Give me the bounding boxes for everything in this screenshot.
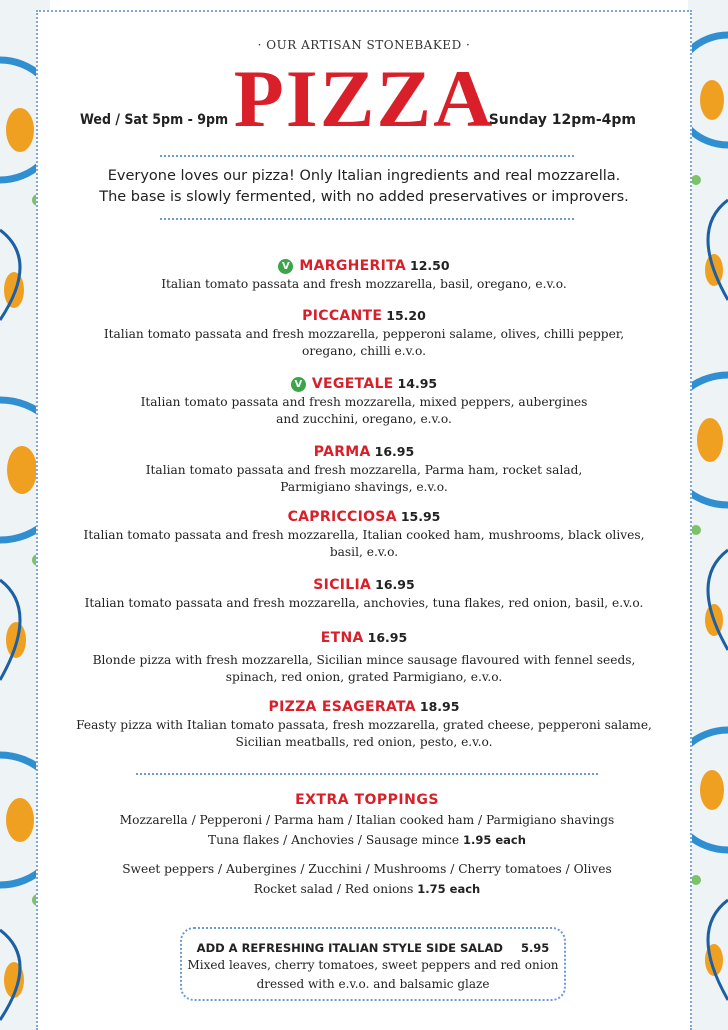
divider-top: [160, 155, 574, 157]
extras-line: [0, 833, 728, 847]
extras-line: [0, 882, 728, 896]
extras-line: Mozzarella / Pepperoni / Parma ham / Italian cooked ham / Parmigiano shavings: [119, 813, 615, 827]
item-price: 14.95: [397, 376, 438, 391]
item-price: 18.95: [419, 699, 460, 714]
extras-items: Rocket salad / Red onions: [253, 882, 414, 896]
item-price: 15.95: [400, 509, 441, 524]
divider-extras: [136, 773, 598, 775]
item-name: MARGHERITA: [299, 258, 407, 274]
vegetarian-icon: V: [291, 377, 306, 392]
item-description: spinach, red onion, grated Parmigiano, e.v.o.: [225, 670, 503, 684]
vegetarian-icon: V: [278, 259, 293, 274]
salad-description: Mixed leaves, cherry tomatoes, sweet peppers and red onion: [187, 958, 559, 972]
extras-price: 1.75 each: [417, 882, 481, 896]
item-description: Italian tomato passata and fresh mozzarella, basil, oregano, e.v.o.: [161, 277, 567, 291]
item-description: Blonde pizza with fresh mozzarella, Sicilian mince sausage flavoured with fennel seeds,: [92, 653, 636, 667]
item-description: Italian tomato passata and fresh mozzarella, pepperoni salame, olives, chilli pepper,: [103, 327, 625, 341]
item-description: Italian tomato passata and fresh mozzarella, Parma ham, rocket salad,: [145, 463, 583, 477]
item-description: Feasty pizza with Italian tomato passata, fresh mozzarella, grated cheese, pepperoni salame,: [76, 718, 652, 732]
divider-intro: [160, 218, 574, 220]
item-description: and zucchini, oregano, e.v.o.: [276, 412, 452, 426]
extras-line: Sweet peppers / Aubergines / Zucchini / Mushrooms / Cherry tomatoes / Olives: [122, 862, 612, 876]
item-description: Italian tomato passata and fresh mozzarella, anchovies, tuna flakes, red onion, basil, e.v.o.: [84, 596, 644, 610]
item-description: Italian tomato passata and fresh mozzarella, mixed peppers, aubergines: [140, 395, 588, 409]
menu-item-capricciosa: [0, 507, 728, 561]
menu-item-margherita: [0, 256, 728, 293]
item-name: PICCANTE: [302, 308, 383, 324]
salad-title: ADD A REFRESHING ITALIAN STYLE SIDE SALAD: [196, 941, 503, 955]
salad-description: dressed with e.v.o. and balsamic glaze: [256, 977, 490, 991]
menu-item-piccante: [0, 306, 728, 360]
item-price: 16.95: [374, 444, 415, 459]
item-name: CAPRICCIOSA: [287, 509, 397, 525]
menu-item-etna: [0, 628, 728, 686]
item-price: 16.95: [367, 630, 408, 645]
extras-price: 1.95 each: [462, 833, 526, 847]
item-price: 16.95: [375, 577, 415, 592]
item-description: oregano, chilli e.v.o.: [302, 344, 426, 358]
salad-price: 5.95: [520, 941, 550, 955]
opening-hours-sunday: Sunday 12pm-4pm: [488, 112, 636, 128]
menu-subtitle: · OUR ARTISAN STONEBAKED ·: [257, 38, 471, 52]
extras-items: Tuna flakes / Anchovies / Sausage mince: [208, 833, 460, 847]
item-price: 12.50: [410, 258, 450, 273]
menu-item-sicilia: [0, 575, 728, 612]
item-description: Sicilian meatballs, red onion, pesto, e.v.o.: [235, 735, 493, 749]
intro-line: Everyone loves our pizza! Only Italian ingredients and real mozzarella.: [107, 168, 621, 184]
intro-line: The base is slowly fermented, with no added preservatives or improvers.: [99, 189, 629, 205]
item-price: 15.20: [386, 308, 426, 323]
item-name: SICILIA: [313, 577, 372, 593]
item-description: Italian tomato passata and fresh mozzarella, Italian cooked ham, mushrooms, black olives,: [83, 528, 645, 542]
extras-title: EXTRA TOPPINGS: [295, 792, 439, 808]
item-name: VEGETALE: [311, 376, 394, 392]
menu-title: PIZZA: [233, 53, 495, 144]
menu-item-vegetale: [0, 374, 728, 428]
item-description: Parmigiano shavings, e.v.o.: [280, 480, 448, 494]
menu-item-pizza-esagerata: [0, 697, 728, 751]
item-name: ETNA: [320, 630, 364, 646]
side-salad-box: [180, 927, 566, 1001]
menu-item-parma: [0, 442, 728, 496]
opening-hours-weekday: Wed / Sat 5pm - 9pm: [80, 112, 229, 128]
item-name: PIZZA ESAGERATA: [268, 699, 416, 715]
intro-text: [0, 166, 728, 208]
item-name: PARMA: [313, 444, 371, 460]
item-description: basil, e.v.o.: [329, 545, 399, 559]
